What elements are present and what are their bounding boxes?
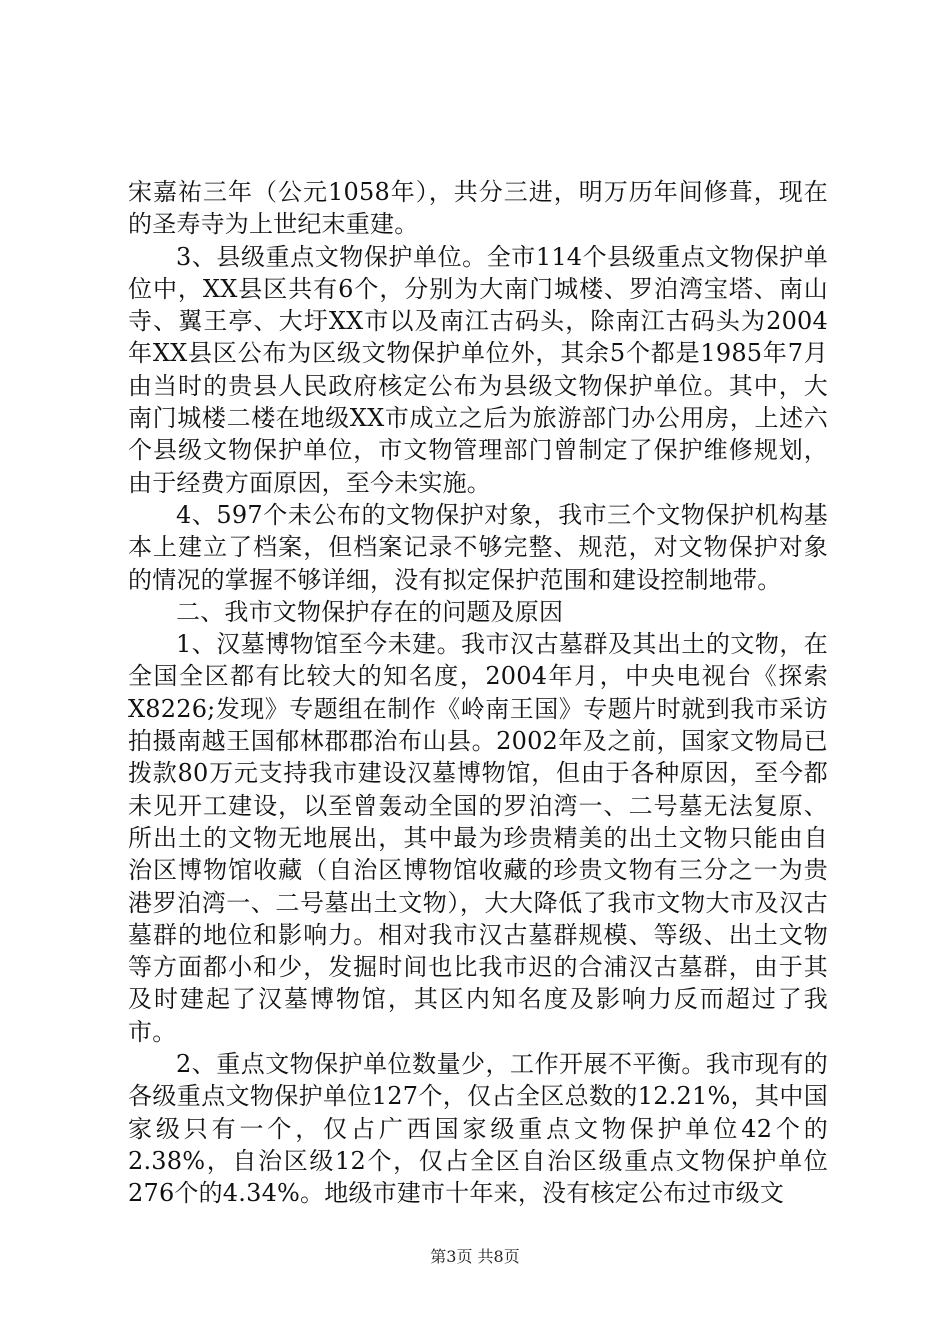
paragraph-2: 3、县级重点文物保护单位。全市114个县级重点文物保护单位中，XX县区共有6个，分别为大南门城楼、罗泊湾宝塔、南山寺、翼王亭、大圩XX市以及南江古码头，除南江古码头为2004年XX县区公布为区级文物保护单位外，其余5个都是1985年7月由当时的贵县人民政府核定公布为县级文物保护单位。其中，大南门城楼二楼在地级XX市成立之后为旅游部门办公用房，上述六个县级文物保护单位，市文物管理部门曾制定了保护维修规划，由于经费方面原因，至今未实施。 bbox=[128, 242, 828, 497]
paragraph-3: 4、597个未公布的文物保护对象，我市三个文物保护机构基本上建立了档案，但档案记录不够完整、规范，对文物保护对象的情况的掌握不够详细，没有拟定保护范围和建设控制地带。 bbox=[128, 500, 828, 594]
paragraph-5: 1、汉墓博物馆至今未建。我市汉古墓群及其出土的文物，在全国全区都有比较大的知名度，2004年月，中央电视台《探索X8226;发现》专题组在制作《岭南王国》专题片时就到我市采访拍摄南越王国郁林郡郡治布山县。2002年及之前，国家文物局已拨款80万元支持我市建设汉墓博物馆，但由于各种原因，至今都未见开工建设，以至曾轰动全国的罗泊湾一、二号墓无法复原、所出土的文物无地展出，其中最为珍贵精美的出土文物只能由自治区博物馆收藏（自治区博物馆收藏的珍贵文物有三分之一为贵港罗泊湾一、二号墓出土文物），大大降低了我市文物大市及汉古墓群的地位和影响力。相对我市汉古墓群规模、等级、出土文物等方面都小和少，发掘时间也比我市迟的合浦汉古墓群，由于其及时建起了汉墓博物馆，其区内知名度及影响力反而超过了我市。 bbox=[128, 630, 828, 1046]
page-number-footer: 第3页 共8页 bbox=[430, 1247, 520, 1266]
paragraph-6: 2、重点文物保护单位数量少，工作开展不平衡。我市现有的各级重点文物保护单位127个，仅占全区总数的12.21%，其中国家级只有一个，仅占广西国家级重点文物保护单位42个的2.38%，自治区级12个，仅占全区自治区级重点文物保护单位276个的4.34%。地级市建市十年来，没有核定公布过市级文 bbox=[128, 1050, 828, 1208]
section-heading: 二、我市文物保护存在的问题及原因 bbox=[176, 597, 564, 626]
document-body bbox=[128, 176, 828, 1210]
paragraph-1: 宋嘉祐三年（公元1058年），共分三进，明万历年间修葺，现在的圣寿寺为上世纪末重建。 bbox=[128, 178, 828, 239]
